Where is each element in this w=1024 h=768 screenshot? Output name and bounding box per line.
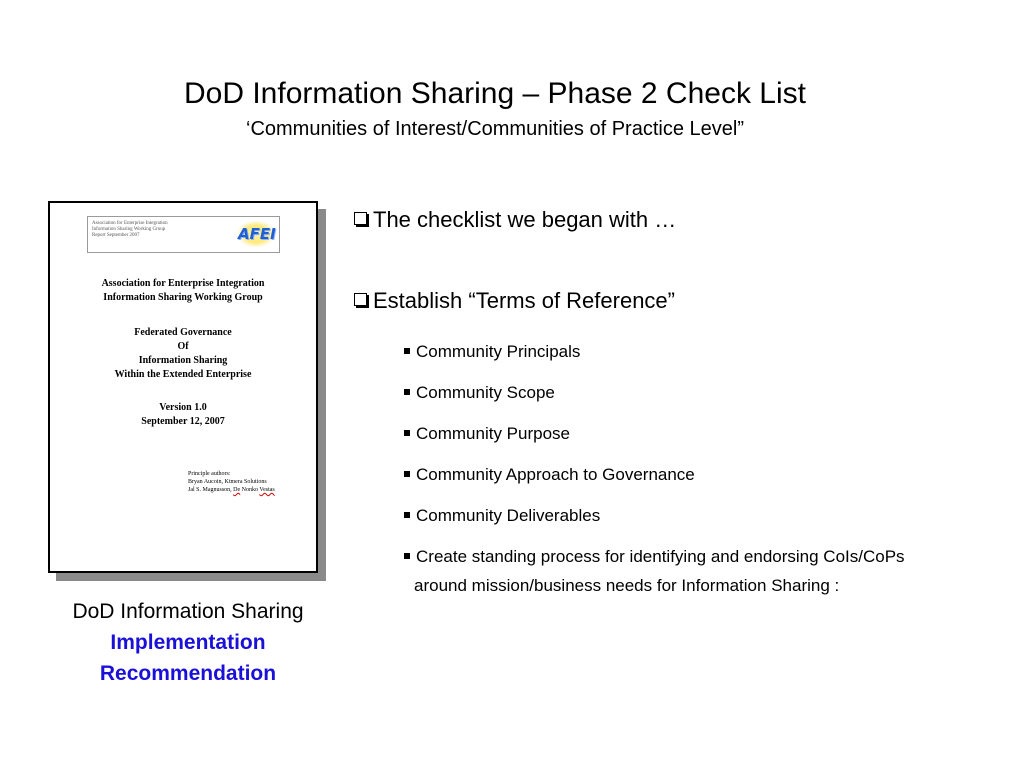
sub-item	[404, 423, 570, 444]
author-name-misspelled: De	[233, 487, 241, 493]
checklist-item-label: The checklist we began with …	[373, 207, 677, 232]
sub-item	[404, 341, 580, 362]
sub-item-label: Create standing process for identifying and endorsing CoIs/CoPs	[416, 547, 905, 566]
document-title-line: Federated Governance	[134, 327, 232, 338]
document-title-block	[50, 326, 316, 382]
document-header-line: Report September 2007	[92, 233, 140, 238]
caption-highlight: Recommendation	[99, 662, 277, 685]
document-caption	[28, 596, 348, 689]
document-header-line: Association for Enterprise Integration	[92, 221, 168, 226]
sub-item-label: Community Deliverables	[416, 506, 601, 525]
afei-logo: AFEI	[238, 221, 274, 247]
square-bullet-icon	[404, 512, 410, 518]
checklist-item	[354, 206, 676, 234]
slide-title: DoD Information Sharing – Phase 2 Check List	[184, 77, 806, 110]
document-version-line: Version 1.0	[159, 402, 207, 413]
sub-item-continuation: around mission/business needs for Information Sharing :	[414, 576, 840, 595]
document-org-line: Association for Enterprise Integration	[101, 278, 265, 289]
checkbox-bullet-icon	[354, 212, 367, 225]
document-title-line: Information Sharing	[138, 355, 228, 366]
author-name: Nonko	[240, 487, 260, 493]
sub-item	[404, 464, 695, 485]
checkbox-bullet-icon	[354, 293, 367, 306]
caption-highlight: Implementation	[110, 631, 266, 654]
sub-item	[404, 505, 600, 526]
document-header-line: Information Sharing Working Group	[92, 227, 166, 232]
document-version-line: September 12, 2007	[141, 416, 225, 427]
document-authors-label: Principle authors:	[188, 471, 231, 477]
sub-item-label: Community Approach to Governance	[416, 465, 695, 484]
square-bullet-icon	[404, 348, 410, 354]
square-bullet-icon	[404, 553, 410, 559]
document-header-text	[92, 221, 232, 239]
document-title-line: Of	[177, 341, 189, 352]
document-version-block	[50, 401, 316, 429]
square-bullet-icon	[404, 389, 410, 395]
sub-item-label: Community Purpose	[416, 424, 571, 443]
square-bullet-icon	[404, 430, 410, 436]
document-org-line: Information Sharing Working Group	[103, 292, 263, 303]
sub-item-label: Community Principals	[416, 342, 581, 361]
checklist-item	[354, 287, 675, 315]
document-title-line: Within the Extended Enterprise	[114, 369, 252, 380]
author-name: Jal S. Magnusson,	[188, 487, 234, 493]
sub-item-label: Community Scope	[416, 383, 555, 402]
document-authors	[188, 470, 308, 494]
document-authors-line: Bryan Aucoin, Ktmera Solutions	[188, 479, 267, 485]
document-authors-line	[188, 486, 308, 494]
sub-item	[404, 546, 905, 567]
sub-item	[404, 382, 555, 403]
caption-line: DoD Information Sharing	[72, 600, 304, 623]
slide-subtitle: ‘Communities of Interest/Communities of Practice Level”	[246, 118, 744, 140]
square-bullet-icon	[404, 471, 410, 477]
document-header-box	[87, 216, 280, 253]
document-thumbnail	[48, 201, 318, 573]
checklist-item-label: Establish “Terms of Reference”	[373, 288, 675, 313]
author-name-misspelled: Vestas	[259, 487, 275, 493]
document-org-block	[50, 277, 316, 305]
